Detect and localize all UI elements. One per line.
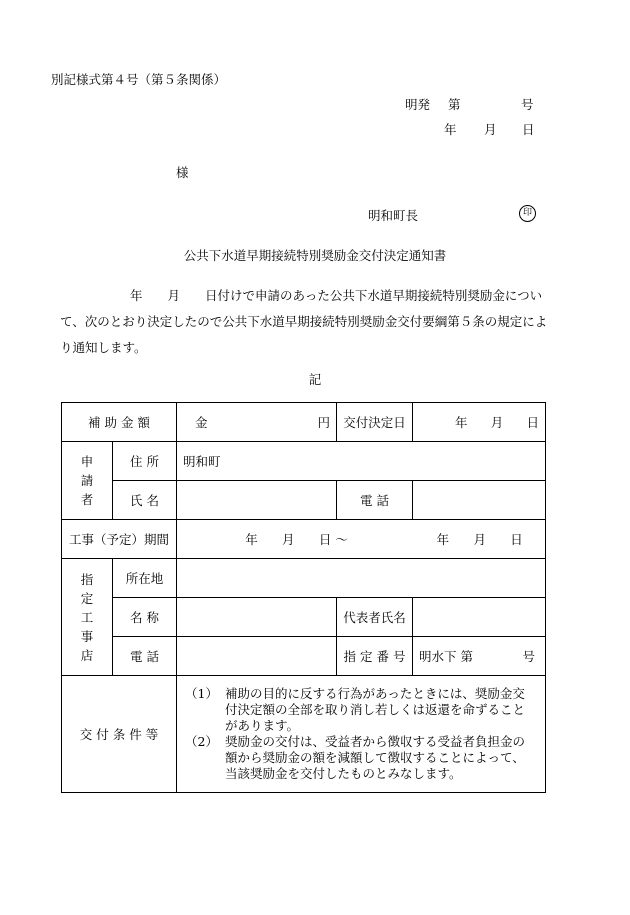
body-line-3: り通知します。 <box>60 340 147 355</box>
document-number-go: 号 <box>521 97 534 112</box>
document-title: 公共下水道早期接続特別奨励金交付決定通知書 <box>183 248 447 263</box>
applicant-label <box>62 442 113 520</box>
period-gap <box>372 530 412 548</box>
details-table <box>61 402 546 793</box>
contractor-char-4: 事 <box>80 628 94 644</box>
subsidy-row <box>62 403 546 442</box>
designation-value <box>413 637 546 676</box>
decision-date-label: 交付決定日 <box>337 403 413 442</box>
decision-date-cell <box>413 403 546 442</box>
designation-label: 指 定 番 号 <box>337 637 413 676</box>
location-label: 所在地 <box>113 559 177 598</box>
contractor-label <box>62 559 113 676</box>
contractor-phone-label: 電 話 <box>113 637 177 676</box>
condition-item-2 <box>185 734 537 782</box>
document-number-prefix: 明発 <box>405 97 431 112</box>
document-date-month: 月 <box>484 122 497 137</box>
condition-number: （2） <box>185 734 218 749</box>
document-date-day: 日 <box>522 122 535 137</box>
contractor-char-1: 指 <box>80 571 94 587</box>
name-value <box>177 481 337 520</box>
representative-value <box>413 598 546 637</box>
subsidy-unit: 円 <box>317 415 331 430</box>
decision-month: 月 <box>490 415 504 430</box>
document-number <box>405 95 533 111</box>
applicant-char-3: 者 <box>80 492 94 507</box>
contractor-char-2: 定 <box>80 590 94 606</box>
phone-value <box>413 481 546 520</box>
company-label: 名 称 <box>113 598 177 637</box>
body-line-2: て、次のとおり決定したので公共下水道早期接続特別奨励金交付要綱第５条の規定によ <box>60 314 548 329</box>
condition-number: （1） <box>185 686 218 701</box>
period-start-year: 年 <box>245 532 258 547</box>
period-value <box>177 520 546 559</box>
applicant-char-2: 請 <box>80 473 94 488</box>
applicant-name-row <box>62 481 546 520</box>
conditions-value <box>177 676 546 793</box>
contractor-phone-row <box>62 637 546 676</box>
contractor-phone-value <box>177 637 337 676</box>
representative-label: 代表者氏名 <box>337 598 413 637</box>
location-value <box>177 559 546 598</box>
condition-item-1 <box>185 686 537 734</box>
condition-text: 奨励金の交付は、受益者から徴収する受益者負担金の額から奨励金の額を減額して徴収することによって、当該奨励金を交付したものとみなします。 <box>225 734 526 781</box>
name-label: 氏 名 <box>113 481 177 520</box>
subsidy-prefix: 金 <box>195 415 208 430</box>
decision-year: 年 <box>455 415 468 430</box>
subsidy-amount-cell <box>177 403 337 442</box>
period-end-month: 月 <box>473 532 486 547</box>
designation-suffix: 号 <box>522 649 536 664</box>
seal-mark: 印 <box>519 205 536 222</box>
address-label: 住 所 <box>113 442 177 481</box>
address-value: 明和町 <box>177 442 546 481</box>
period-label: 工事（予定）期間 <box>62 520 177 559</box>
contractor-char-5: 店 <box>80 647 94 663</box>
contractor-char-3: 工 <box>80 609 94 625</box>
contractor-location-row <box>62 559 546 598</box>
document-number-dai: 第 <box>448 97 461 112</box>
ki-heading: 記 <box>308 372 322 387</box>
period-start-month: 月 <box>282 532 295 547</box>
conditions-row <box>62 676 546 793</box>
document-date-year: 年 <box>444 122 457 137</box>
decision-day: 日 <box>526 415 539 430</box>
company-value <box>177 598 337 637</box>
period-end-day: 日 <box>510 532 523 547</box>
applicant-char-1: 申 <box>80 454 94 469</box>
conditions-label: 交 付 条 件 等 <box>62 676 177 793</box>
recipient-honorific: 様 <box>176 165 189 180</box>
issuer-name: 明和町長 <box>368 208 419 223</box>
body-line-1: 年 月 日付けで申請のあった公共下水道早期接続特別奨励金につい <box>130 288 543 303</box>
contractor-name-row <box>62 598 546 637</box>
period-start-day: 日 〜 <box>318 532 348 547</box>
document-date <box>444 120 534 136</box>
period-row <box>62 520 546 559</box>
period-end-year: 年 <box>436 532 450 547</box>
form-label: 別記様式第４号（第５条関係） <box>51 72 227 87</box>
applicant-address-row <box>62 442 546 481</box>
body-text <box>60 283 565 361</box>
subsidy-label: 補 助 金 額 <box>62 403 177 442</box>
condition-text: 補助の目的に反する行為があったときには、奨励金交付決定額の全部を取り消し若しくは返還を命ずることがあります。 <box>225 686 526 733</box>
designation-prefix: 明水下 第 <box>419 649 473 664</box>
phone-label: 電 話 <box>337 481 413 520</box>
